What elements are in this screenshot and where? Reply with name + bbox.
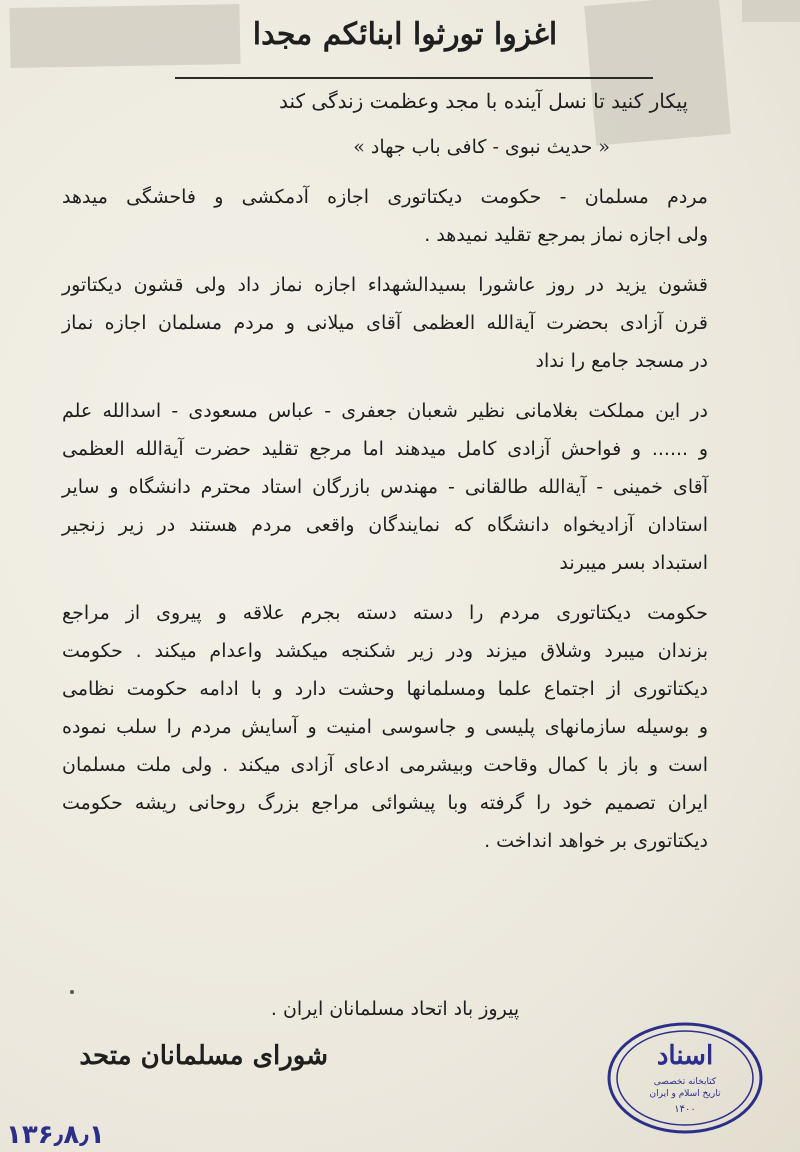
signature: شورای مسلمانان متحد — [79, 1041, 328, 1071]
text-line: مردم مسلمان - حکومت دیکتاتوری اجازه آدمکشی و فاحشگی میدهد — [62, 186, 708, 208]
stamp-line-1: کتابخانه تخصصی — [653, 1077, 717, 1087]
closing-line: پیروز باد اتحاد مسلمانان ایران . — [270, 998, 520, 1020]
text-line: استادان آزادیخواه دانشگاه که نمایندگان واقعی مردم هستند در زیر زنجیر — [62, 514, 708, 536]
stamp-number: ۱۴۰۰ — [674, 1104, 696, 1115]
quote-line: پیکار کنید تا نسل آینده با مجد وعظمت زندگی کند — [278, 89, 688, 113]
text-line: است و باز با کمال وقاحت وبیشرمی ادعای آزادی میکند . ولی ملت مسلمان — [62, 754, 708, 776]
text-line: استبداد بسر میبرند — [559, 552, 708, 574]
text-line: بزندان میبرد وشلاق میزند ودر زیر شکنجه میکشد واعدام میکند . حکومت — [62, 640, 708, 662]
text-line: قرن آزادی بحضرت آیةالله العظمی آقای میلانی و مردم مسلمان اجازه نماز — [62, 312, 708, 334]
paragraph — [62, 392, 708, 582]
text-line: و ...... و فواحش آزادی کامل میدهند اما مرجع تقلید حضرت آیةالله العظمی — [62, 438, 708, 460]
text-line: در مسجد جامع را نداد — [535, 350, 708, 372]
stamp-title: اسناد — [656, 1041, 714, 1071]
stamp-line-2: تاریخ اسلام و ایران — [649, 1089, 721, 1099]
text-line: آقای خمینی - آیةالله طالقانی - مهندس بازرگان استاد محترم دانشگاه و سایر — [62, 476, 708, 498]
body-text — [62, 178, 708, 860]
text-line: دیکتاتوری بر خواهد انداخت . — [484, 830, 708, 852]
paragraph — [62, 594, 708, 860]
ink-speck — [70, 990, 74, 994]
text-line: دیکتاتوری از اجتماع علما ومسلمانها وحشت دارد و با ادامه حکومت نظامی — [62, 678, 708, 700]
text-line: ولی اجازه نماز بمرجع تقلید نمیدهد . — [424, 224, 708, 246]
text-line: ایران تصمیم خود را گرفته وبا پیشوائی مراجع بزرگ روحانی ریشه حکومت — [62, 792, 708, 814]
paragraph — [62, 178, 708, 254]
tape-mark — [742, 0, 800, 22]
text-line: حکومت دیکتاتوری مردم را دسته دسته بجرم علاقه و پیروی از مراجع — [62, 602, 708, 624]
archive-number: ۱۳۶٫۸٫۱ — [6, 1120, 105, 1150]
title-divider — [175, 77, 653, 79]
document-title: اغزوا تورثوا ابنائکم مجدا — [252, 17, 558, 52]
paragraph — [62, 266, 708, 380]
text-line: و بوسیله سازمانهای پلیسی و جاسوسی امنیت و آسایش مردم را سلب نموده — [62, 716, 708, 738]
quote-source: « حدیث نبوی - کافی باب جهاد » — [353, 136, 610, 158]
text-line: در این مملکت بغلامانی نظیر شعبان جعفری - عباس مسعودی - اسدالله علم — [62, 400, 708, 422]
archive-stamp — [605, 1018, 765, 1136]
text-line: قشون یزید در روز عاشورا بسیدالشهداء اجازه نماز داد ولی قشون دیکتاتور — [62, 274, 708, 296]
